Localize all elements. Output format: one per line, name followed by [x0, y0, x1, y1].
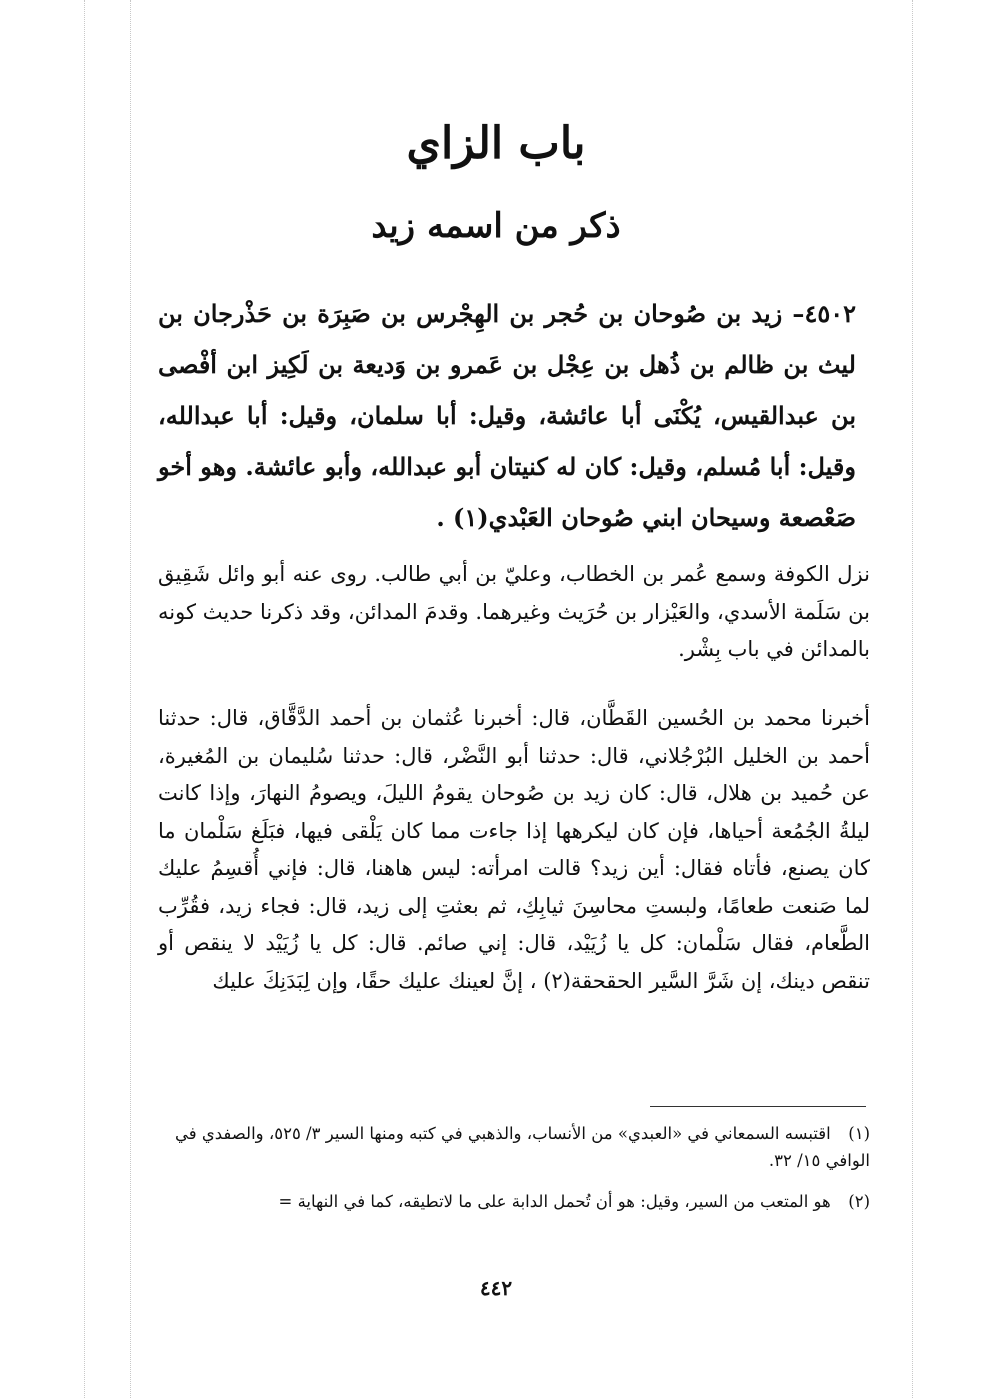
section-title: ذكر من اسمه زيد — [371, 206, 621, 246]
footnote-1 — [158, 1120, 870, 1174]
body-paragraph-2: أخبرنا محمد بن الحُسين القَطَّان، قال: أخبرنا عُثمان بن أحمد الدَّقَّاق، قال: حدثنا أحمد بن الخليل البُرْجُلاني، قال: حدثنا أبو النَّضْر، قال: حدثنا سُليمان بن المُغيرة، عن حُميد بن هلال، قال: كان زيد بن صُوحان يقومُ الليلَ، ويصومُ النهارَ، وإذا كانت ليلةُ الجُمُعة أحياها، فإن كان ليكرهها إذا جاءت مما كان يَلْقى فيها، فبَلَغ سَلْمان ما كان يصنع، فأتاه فقال: أين زيد؟ قالت امرأته: ليس هاهنا، قال: فإني أُقسِمُ عليك لما صَنعت طعامًا، ولبستِ محاسِنَ ثيابِكِ، ثم بعثتِ إلى زيد، قال: فجاء زيد، فقُرِّب الطَّعام، فقال سَلْمان: كل يا زُيَيْد، قال: إني صائم. قال: كل يا زُيَيْد لا ينقص أو تنقص دينك، إن شَرَّ السَّير الحقحقة(٢) ، إنَّ لعينك عليك حقًا، وإن لِبَدَنِكَ عليك — [158, 706, 870, 993]
footnote-text: اقتبسه السمعاني في «العبدي» من الأنساب، والذهبي في كتبه ومنها السير ٣/ ٥٢٥، والصفدي في الوافي ١٥/ ٣٢. — [174, 1124, 870, 1170]
footnote-text: هو المتعب من السير، وقيل: هو أن تُحمل الدابة على ما لاتطيقه، كما في النهاية = — [278, 1192, 831, 1211]
footnote-mark: (٢) — [848, 1192, 870, 1211]
footnote-mark: (١) — [848, 1124, 870, 1143]
page-number: ٤٤٢ — [479, 1276, 513, 1300]
footnote-2 — [158, 1188, 870, 1215]
body-paragraph-1: نزل الكوفة وسمع عُمر بن الخطاب، وعليّ بن أبي طالب. روى عنه أبو وائل شَقِيق بن سَلَمة الأسدي، والعَيْزار بن حُرَيث وغيرهما. وقدمَ المدائن، وقد ذكرنا حديث كونه بالمدائن في باب بِشْر. — [158, 562, 870, 661]
footnote-separator — [650, 1106, 866, 1107]
biography-entry-heading: ٤٥٠٢– زيد بن صُوحان بن حُجر بن الهِجْرس بن صَبِرَة بن حَذْرجان بن ليث بن ظالم بن ذُهل بن عِجْل بن عَمرو بن وَديعة بن لَكِيز ابن أفْصى بن عبدالقيس، يُكْنَى أبا عائشة، وقيل: أبا سلمان، وقيل: أبا عبدالله، وقيل: أبا مُسلم، وقيل: كان له كنيتان أبو عبدالله، وأبو عائشة. وهو أخو صَعْصعة وسيحان ابني صُوحان العَبْدي(١) . — [158, 299, 856, 532]
chapter-title: باب الزاي — [406, 118, 586, 169]
